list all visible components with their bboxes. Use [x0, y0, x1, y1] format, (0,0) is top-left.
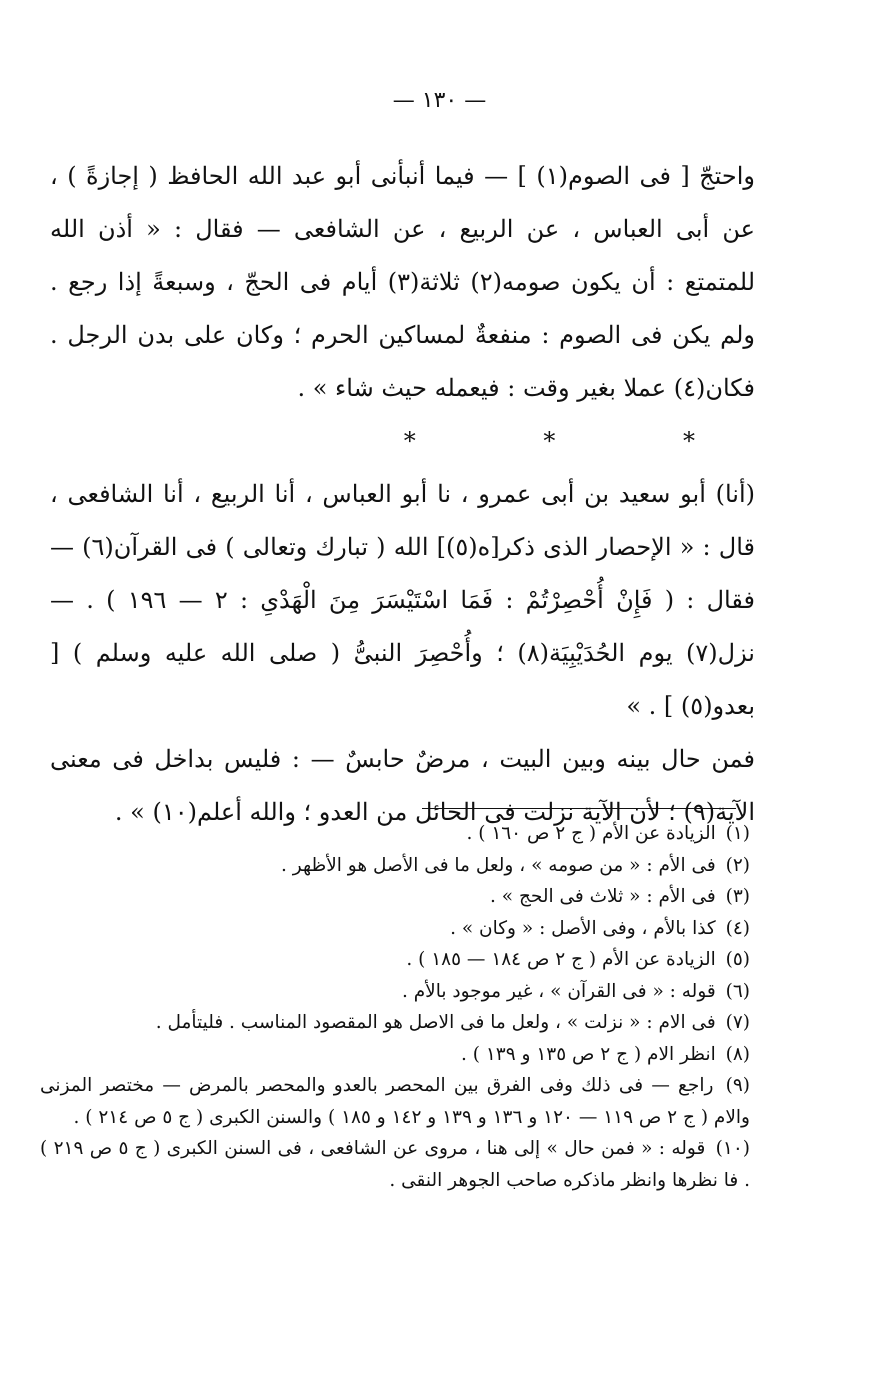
- main-text: [50, 150, 755, 839]
- footnote: [40, 818, 750, 850]
- footnote-text: فى الأم : « ثلاث فى الحج » .: [490, 886, 716, 907]
- paragraph-illness: فمن حال بينه وبين البيت ، مرضٌ حابسٌ — : فليس بداخل فى معنى الآية(٩) ؛ لأن الآية نزلت فى الحائل من العدو ؛ والله أعلم(١٠) » .: [50, 745, 755, 826]
- footnote-number: (٧): [725, 1012, 750, 1033]
- footnote-text: الزيادة عن الأم ( ج ٢ ص ١٨٤ — ١٨٥ ) .: [406, 949, 716, 970]
- footnote-text: فى الأم : « من صومه » ، ولعل ما فى الأصل هو الأظهر .: [281, 854, 716, 876]
- footnote: [40, 850, 750, 882]
- footnote: [40, 976, 750, 1008]
- footnote: [40, 913, 750, 945]
- footnote-number: (٩): [725, 1075, 750, 1096]
- footnote-text: كذا بالأم ، وفى الأصل : « وكان » .: [450, 917, 716, 939]
- footnote-number: (٥): [725, 949, 750, 970]
- footnote-number: (٨): [725, 1043, 750, 1065]
- footnote-number: (٢): [725, 854, 750, 876]
- footnote: [40, 944, 750, 976]
- footnote-text: انظر الام ( ج ٢ ص ١٣٥ و ١٣٩ ) .: [460, 1043, 716, 1065]
- footnote-text: قوله : « فى القرآن » ، غير موجود بالأم .: [401, 980, 716, 1002]
- footnote-separator: [422, 808, 736, 809]
- footnote-text: راجع — فى ذلك وفى الفرق بين المحصر بالعدو والمحصر بالمرض — مختصر المزنى والام ( ج ٢ ص ١١٩ — ١٢٠ و ١٣٦ و ١٣٩ و ١٤٢ و ١٨٥ ) والسنن الكبرى ( ج ٥ ص ٢١٤ ) .: [40, 1075, 750, 1128]
- footnotes-list: [40, 818, 750, 1196]
- footnote-number: (٣): [725, 886, 750, 907]
- footnote-number: (١): [725, 823, 750, 844]
- paragraph-ihsar: (أنا) أبو سعيد بن أبى عمرو ، نا أبو العباس ، أنا الربيع ، أنا الشافعى ، قال : « الإحصار الذى ذكر[ه(٥)] الله ( تبارك وتعالى ) فى القرآن(٦) — فقال : ( فَإِنْ أُحْصِرْتُمْ : فَمَا اسْتَيْسَرَ مِنَ الْهَدْىِ : ٢ — ١٩٦ ) . — نزل(٧) يوم الحُدَيْبِيَة(٨) ؛ وأُحْصِرَ النبىُّ ( صلى الله عليه وسلم ) [ بعدو(٥) ] . »: [50, 480, 756, 720]
- footnote-text: فى الام : « نزلت » ، ولعل ما فى الاصل هو المقصود المناسب . فليتأمل .: [155, 1012, 716, 1033]
- footnote: [40, 1007, 750, 1039]
- paragraph-fasting: واحتجّ [ فى الصوم(١) ] — فيما أنبأنى أبو عبد الله الحافظ ( إجازةً ) ، عن أبى العباس ، عن الربيع ، عن الشافعى — فقال : « أذن الله للمتمتع : أن يكون صومه(٢) ثلاثة(٣) أيام فى الحجّ ، وسبعةً إذا رجع . ولم يكن فى الصوم : منفعةٌ لمساكين الحرم ؛ وكان على بدن الرجل . فكان(٤) عملا بغير وقت : فيعمله حيث شاء » .: [50, 162, 756, 402]
- footnote-number: (١٠): [715, 1138, 750, 1159]
- page-number: — ١٣٠ —: [392, 88, 487, 113]
- footnote-number: (٦): [725, 980, 750, 1002]
- footnote: [40, 1070, 750, 1133]
- footnote: [40, 1039, 750, 1071]
- footnote-text: قوله : « فمن حال » إلى هنا ، مروى عن الشافعى ، فى السنن الكبرى ( ج ٥ ص ٢١٩ ) . فا نظرها وانظر ماذكره صاحب الجوهر النقى .: [40, 1138, 750, 1191]
- footnote-number: (٤): [725, 917, 750, 939]
- footnote: [40, 881, 750, 913]
- footnote: [40, 1133, 750, 1196]
- section-divider-stars: * * *: [403, 427, 755, 455]
- footnote-text: الزيادة عن الأم ( ج ٢ ص ١٦٠ ) .: [466, 823, 716, 844]
